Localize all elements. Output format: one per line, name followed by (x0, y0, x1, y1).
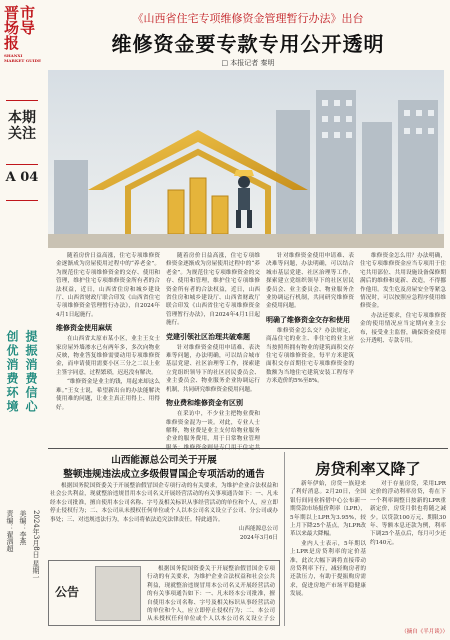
rate-paragraph: 对于存量房贷，采用LPR定价的浮动利率房贷，将在下一个利率调整日按新的LPR重新定价，房贷月供也将随之减少。以贷款100万元、期限30年、等额本息还款为例，利率下调25个基点后，每月可少还约140元。 (370, 481, 446, 546)
designer-info: 美编：李燕 (19, 510, 27, 545)
rate-source-note: （摘自《半月谈》） (401, 629, 448, 635)
editor-info: 责编：翟泗超 (6, 510, 14, 552)
rate-column-1 (290, 480, 366, 624)
column-divider (284, 452, 285, 626)
notice-date: 2024年3月6日 (239, 535, 278, 542)
rate-article-headline: 房贷利率又降了 (315, 460, 421, 478)
rail-divider (6, 100, 38, 101)
main-content (48, 0, 448, 640)
announcement-paragraph: 根据国务院国资委关于开展整治假冒国企专项行动的有关要求，为维护企业合法权益和社会公共利益，现就整治违规冒用本公司名义开展经营活动的有关事项通告如下：一、凡未经本公司批准，擅自使用本公司名称、字号及相关标识从事经营活动的单位和个人，应立即停止侵权行为；二、本公司从未授权任何单位或个人以本公司名义设立子公 (147, 566, 275, 623)
notice-title-line-2: 整顿违规违法成立多级假冒国企专项活动的通告 (63, 469, 265, 480)
article-paragraph: 维修资金怎么交？办法规定，商品住宅的业主、非住宅的业主应当按照所拥有物业的建筑面积交存住宅专项维修资金，每平方米建筑面积交存首期住宅专项维修资金的数额为当地住宅建筑安装工程每平方米造价的5%至8%。 (266, 327, 354, 385)
masthead-text: 晋市场导报 (4, 4, 37, 52)
subheading-fee-difference: 物业费和维修资金有区别 (166, 398, 243, 408)
article-paragraph: 随着房价日益高涨，住宅专项维修资金逐渐成为房屋使用过程中的“养老金”。为规范住宅专项维修资金的交存、使用和管理，维护住宅专项维修资金所有者的合法权益，近日，山西省住房和城乡建设厅、山西省财政厅联合印发《山西省住宅专项维修资金管理暂行办法》，自2024年4月1日起施行。 (166, 253, 260, 327)
article-column-2 (166, 252, 260, 452)
article-column-3 (266, 252, 354, 452)
article-byline: □ 本报记者 秦明 (221, 59, 275, 67)
slogan (5, 330, 39, 430)
left-rail (0, 0, 44, 640)
article-column-4 (360, 252, 446, 452)
article-headline: 维修资金要专款专用公开透明 (111, 32, 385, 56)
article-paragraph: 在采访中，不少业主把物业费和维修资金混为一谈。对此，专业人士解释，物业费是业主支付给物业服务企业的服务费用，用于日常物业管理 (166, 411, 260, 443)
rail-divider (6, 164, 38, 165)
section-divider (48, 448, 448, 449)
rate-paragraph: 业内人士表示，5年期以上LPR是房贷利率的定价基准，此次大幅下调将直接带动房贷利率下行，减轻购房者的还款压力，有助于提振购房需求，促进房地产市场平稳健康发展。 (290, 540, 366, 598)
slogan-line-1: 创优消费环境 (5, 330, 19, 414)
slogan-line-2: 提振消费信心 (24, 330, 38, 414)
announcement-box (48, 560, 280, 626)
subheading-party-building: 党建引领社区治理共破难题 (166, 331, 250, 341)
article-paragraph: 维修资金怎么用？办法明确，住宅专项维修资金应当专项用于住宅共用部位、共用设施设备保修期满后的维修和更新、改造，不得挪作他用。发生危及房屋安全等紧急情况时，可以按照应急程序使用维修资金。 (360, 253, 446, 310)
article-column-1 (56, 252, 160, 452)
article-lead: 随着房价日益高涨，住宅专项维修资金逐渐成为房屋使用过程中的“养老金”。为规范住宅专项维修资金的交存、使用和管理，维护住宅专项维修资金所有者的合法权益，近日，山西省住房和城乡建设厅、山西省财政厅联合印发《山西省住宅专项维修资金管理暂行办法》，自2024年4月1日起施行。 (56, 253, 160, 318)
section-label: 本期关注 (8, 110, 36, 142)
rate-column-2 (370, 480, 446, 624)
notice-paragraph: 根据国务院国资委关于开展整治假冒国企专项行动的有关要求，为维护企业合法权益和社会公共利益，现就整治违规冒用本公司名义开展经营活动的有关事项通告如下：一、凡未经本公司批准，擅自使用本公司名称、字号及相关标识从事经营活动的单位和个人，应立即停止侵权行为；二、本公司从未授权任何单位或个人以本公司名义设立子公司、分公司或办事处；三、对违规违法行为，本公司将依法追究法律责任。特此通告。 (50, 483, 278, 523)
article-paragraph: 针对维修资金使用申请难、表决难等问题，办法明确，可以结合城市基层党建、社区治理等工作，探索建立党组织领导下的社区居民委员会、业主委员会、物业服务企业协调运行机制，共同研究维修资金使用问题。 (266, 253, 354, 310)
subheading-usage-trouble: 维修资金使用麻烦 (56, 323, 112, 333)
notice-body (50, 482, 278, 556)
masthead-logo (4, 6, 42, 66)
article-kicker: 《山西省住宅专项维修资金管理暂行办法》出台 (132, 12, 364, 25)
article-paragraph: 办法还要求，住宅专项维修资金的使用情况应当定期向业主公布，接受业主监督，确保资金使用公开透明、专款专用。 (360, 312, 446, 345)
page-number: A 04 (5, 170, 39, 185)
article-paragraph: 针对维修资金使用申请难、表决难等问题，办法明确，可以结合城市基层党建、社区治理等工作，探索建立党组织领导下的社区居民委员会、业主委员会、物业服务企业协调运行机制，共同研究维修资金使用问题。 (166, 344, 260, 393)
issue-date: 2024年3月8日 星期一 (32, 510, 40, 581)
rate-paragraph: 新年伊始，房贷一族迎来了利好消息。2月20日，全国银行间同业拆借中心公布新一期贷款市场报价利率（LPR），5年期以上LPR为3.95%，较上月下降25个基点，为LPR改革以来最大降幅。 (290, 481, 366, 538)
article-illustration (48, 70, 444, 248)
masthead-subtitle: SHANXI MARKET GUIDE (4, 53, 42, 63)
side-info (6, 510, 40, 635)
subheading-deposit-usage: 明确了维修资金交存和使用 (266, 314, 350, 324)
announcement-text (147, 565, 275, 623)
notice-signature: 山西能源总公司 (238, 526, 278, 533)
rail-divider (6, 200, 38, 201)
announcement-photo (95, 566, 141, 621)
announcement-label: 公告 (55, 585, 80, 599)
notice-title-line-1: 山西能源总公司关于开展 (111, 455, 217, 466)
article-paragraph: 在山西省太原市某小区，业主王女士家房屋外墙渗水已有两年多，多次向物业反映，物业答复维修需要动用专项维修资金，而申请使用需要小区三分之二以上业主签字同意，过程繁琐，迟迟没有解决。 (56, 336, 160, 376)
article-paragraph: “维修资金是业主的钱，用起来却这么难。”王女士说，希望新出台的办法能解决使用难的问题，让业主真正用得上、用得好。 (56, 379, 160, 411)
